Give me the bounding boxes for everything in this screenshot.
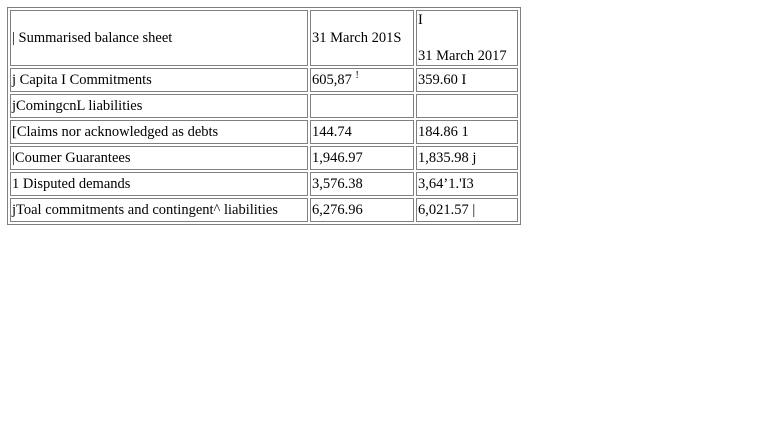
row-label: |Coumer Guarantees	[12, 150, 131, 166]
balance-sheet-table	[7, 7, 521, 225]
row-value-2017: 1,835.98 j	[418, 150, 477, 166]
header-col3: 31 March 2017	[418, 48, 507, 64]
row-value-2018-cell	[310, 172, 414, 196]
row-value-mark: !	[355, 70, 359, 82]
row-value-2017-cell	[416, 68, 518, 92]
row-value-2017-cell	[416, 172, 518, 196]
table-row	[10, 146, 518, 170]
row-label: [Claims nor acknowledged as debts	[12, 124, 219, 140]
row-value-2018-cell	[310, 94, 414, 118]
row-label: jToal commitments and contingent^ liabilities	[12, 202, 278, 218]
table-row	[10, 120, 518, 144]
row-label-cell	[10, 94, 308, 118]
header-col2: 31 March 201S	[312, 30, 402, 46]
row-value-2017: 6,021.57 |	[418, 202, 476, 218]
header-label-cell	[10, 10, 308, 66]
row-value-2017: 359.60 I	[418, 72, 467, 88]
row-value-2017-cell	[416, 146, 518, 170]
row-label: 1 Disputed demands	[12, 176, 131, 192]
table-header-row	[10, 10, 518, 66]
row-value-2018: 144.74	[312, 124, 352, 140]
row-value-2017-cell	[416, 94, 518, 118]
row-value-2017: 184.86 1	[418, 124, 469, 140]
row-value-2018: 6,276.96	[312, 202, 363, 218]
row-label-cell	[10, 172, 308, 196]
table-row	[10, 172, 518, 196]
header-label: | Summarised balance sheet	[12, 30, 173, 46]
row-label-cell	[10, 120, 308, 144]
row-label-cell	[10, 146, 308, 170]
row-value-2018-cell	[310, 120, 414, 144]
header-col2-cell	[310, 10, 414, 66]
row-label-cell	[10, 68, 308, 92]
row-label: j Capita I Commitments	[12, 72, 152, 88]
row-value-2017: 3,64’1.'I3	[418, 176, 474, 192]
row-value-2018: 3,576.38	[312, 176, 363, 192]
row-value-2018: 1,946.97	[312, 150, 363, 166]
row-label: jComingcnL liabilities	[12, 98, 143, 114]
row-value-2017-cell	[416, 198, 518, 222]
header-col3-cell	[416, 10, 518, 66]
row-value-2017-cell	[416, 120, 518, 144]
table-row	[10, 68, 518, 92]
table-row	[10, 94, 518, 118]
row-value-2018-cell	[310, 68, 414, 92]
table-row	[10, 198, 518, 222]
row-value-2018-cell	[310, 198, 414, 222]
row-value-2018-cell	[310, 146, 414, 170]
header-col3-mark: I	[418, 12, 423, 28]
row-label-cell	[10, 198, 308, 222]
row-value-2018: 605,87	[312, 72, 352, 88]
